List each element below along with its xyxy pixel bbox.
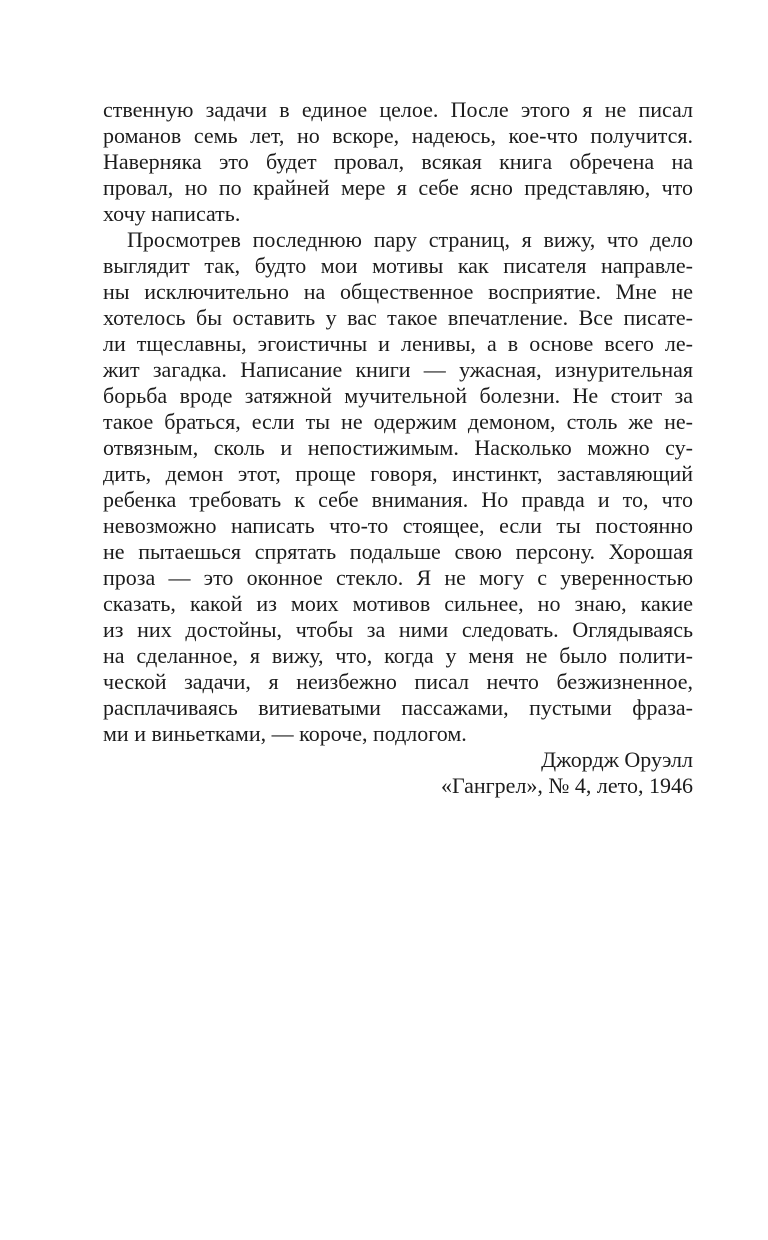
body-text-line: выглядит так, будто мои мотивы как писателя направле- (103, 253, 693, 278)
body-text-line: хотелось бы оставить у вас такое впечатление. Все писате- (103, 305, 693, 330)
body-text-line: Просмотрев последнюю пару страниц, я вижу, что дело (127, 227, 693, 252)
body-text-line: ны исключительно на общественное восприятие. Мне не (103, 279, 693, 304)
body-text-line: такое браться, если ты не одержим демоном, столь же не- (103, 409, 693, 434)
body-text-line: из них достойны, чтобы за ними следовать. Оглядываясь (103, 617, 693, 642)
body-text-line: ственную задачи в единое целое. После этого я не писал (103, 97, 693, 122)
body-text-line: расплачиваясь витиеватыми пассажами, пустыми фраза- (103, 695, 693, 720)
body-text-line: романов семь лет, но вскоре, надеюсь, кое-что получится. (103, 123, 693, 148)
body-text-line: сказать, какой из моих мотивов сильнее, но знаю, какие (103, 591, 693, 616)
body-text-line: невозможно написать что-то стоящее, если ты постоянно (103, 513, 693, 538)
body-text-line: жит загадка. Написание книги — ужасная, изнурительная (103, 357, 693, 382)
body-text-line: Наверняка это будет провал, всякая книга обречена на (103, 149, 693, 174)
page-text-block (103, 97, 693, 799)
body-text-line: ребенка требовать к себе внимания. Но правда и то, что (103, 487, 693, 512)
body-text-line: ли тщеславны, эгоистичны и ленивы, а в основе всего ле- (103, 331, 693, 356)
body-text-line: отвязным, сколь и непостижимым. Насколько можно су- (103, 435, 693, 460)
body-text-line: на сделанное, я вижу, что, когда у меня не было полити- (103, 643, 693, 668)
body-text-line: ми и виньетками, — короче, подлогом. (103, 721, 467, 746)
attribution-source: «Гангрел», № 4, лето, 1946 (440, 773, 693, 798)
attribution-author: Джордж Оруэлл (541, 747, 693, 772)
body-text-line: провал, но по крайней мере я себе ясно представляю, что (103, 175, 693, 200)
body-text-line: дить, демон этот, проще говоря, инстинкт, заставляющий (103, 461, 693, 486)
body-text-line: хочу написать. (103, 201, 241, 226)
body-text-line: не пытаешься спрятать подальше свою персону. Хорошая (103, 539, 693, 564)
body-text-line: ческой задачи, я неизбежно писал нечто безжизненное, (103, 669, 693, 694)
body-text-line: проза — это оконное стекло. Я не могу с уверенностью (103, 565, 693, 590)
body-text-line: борьба вроде затяжной мучительной болезни. Не стоит за (103, 383, 693, 408)
